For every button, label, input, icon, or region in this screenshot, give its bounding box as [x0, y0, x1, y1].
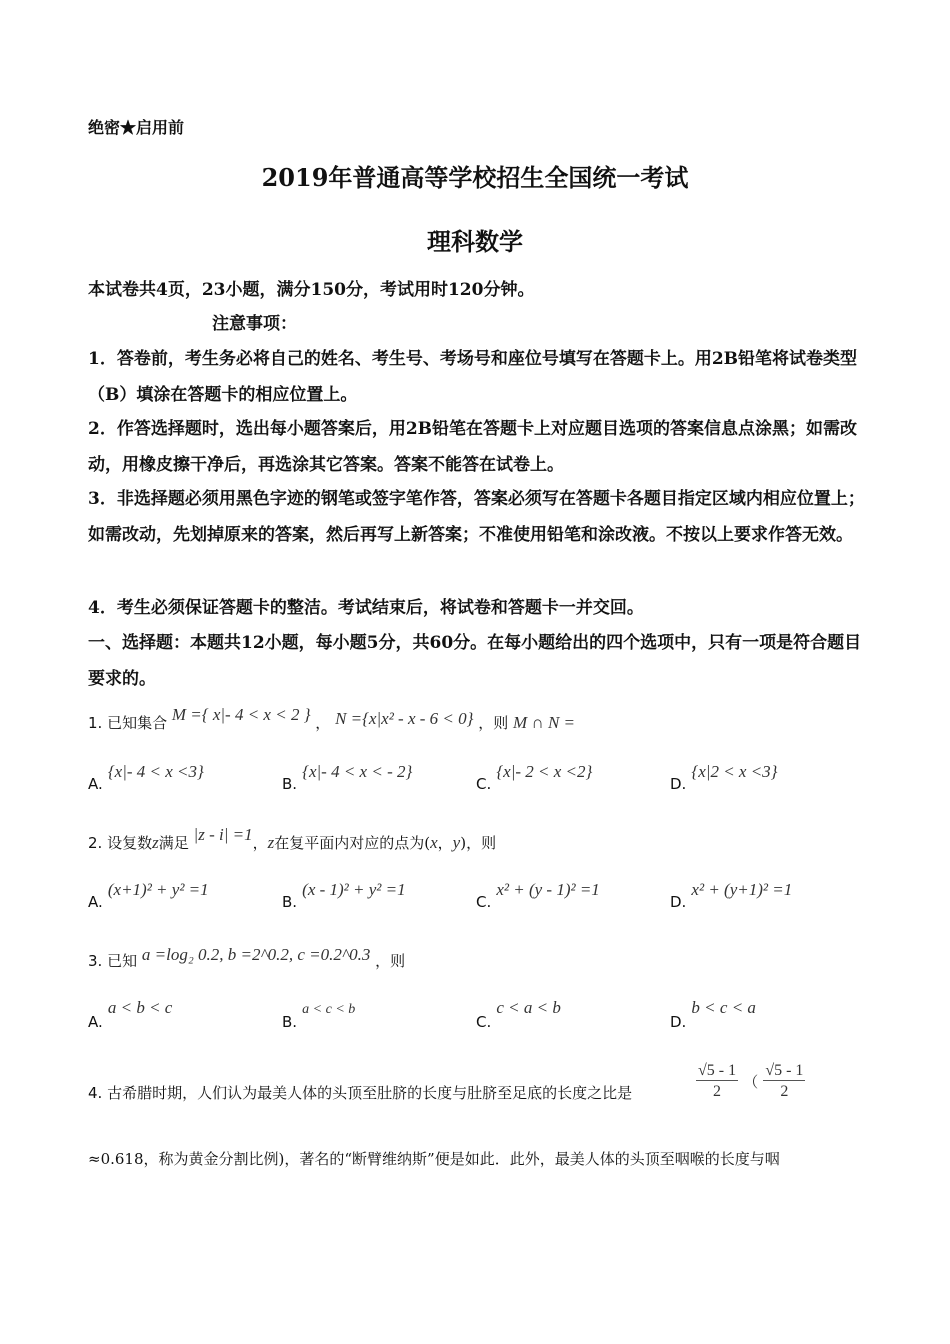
question-text: ，则 [375, 952, 406, 970]
option-c[interactable]: C. c < a < b [476, 998, 561, 1031]
question-text: 古希腊时期，人们认为最美人体的头顶至肚脐的长度与肚脐至足底的长度之比是 [107, 1084, 633, 1102]
option-b[interactable]: B. a < c < b [282, 1002, 356, 1031]
fraction-denominator: 2 [780, 1083, 789, 1100]
fraction-numerator: √5 - 1 [698, 1062, 737, 1079]
math-expression: M ∩ N = [513, 713, 576, 732]
notice-title: 注意事项： [212, 314, 297, 334]
option-a[interactable]: A. a < b < c [88, 998, 173, 1031]
question-text: ， [437, 834, 453, 852]
secret-label: 绝密★启用前 [88, 118, 185, 137]
math-expression: |z - i| =1 [193, 825, 253, 844]
option-math: c < a < b [496, 998, 561, 1017]
option-d[interactable]: D. b < c < a [670, 998, 756, 1031]
option-math: b < c < a [691, 998, 756, 1017]
math-variable: y [452, 833, 461, 852]
math-variable: x [430, 833, 438, 852]
notice-item: 3．非选择题必须用黑色字迹的钢笔或签字笔作答，答案必须写在答题卡各题目指定区域内相应位置上；如需改动，先划掉原来的答案，然后再写上新答案；不准使用铅笔和涂改液。不按以上要求作答无效。 [88, 489, 865, 545]
question-text: 设复数 [107, 834, 153, 852]
option-c[interactable]: C. x² + (y - 1)² =1 [476, 880, 600, 911]
question-text: （ [743, 1073, 759, 1091]
option-math: a < b < c [107, 998, 173, 1017]
question-text: 在复平面内对应的点为( [274, 834, 431, 852]
option-math: {x|- 2 < x <2} [496, 762, 593, 781]
question-number: 3. [88, 952, 103, 970]
notice-item: 4．考生必须保证答题卡的整洁。考试结束后，将试卷和答题卡一并交回。 [88, 598, 644, 618]
golden-ratio-fraction [696, 1062, 805, 1101]
question-text: 满足 [158, 834, 189, 852]
fraction-numerator: √5 - 1 [765, 1062, 804, 1079]
option-math: {x|2 < x <3} [691, 762, 778, 781]
option-math: {x|- 4 < x < - 2} [302, 762, 413, 781]
section-heading: 一、选择题：本题共12小题，每小题5分，共60分。在每小题给出的四个选项中，只有一项是符合题目要求的。 [88, 633, 862, 689]
exam-title: 2019年普通高等学校招生全国统一考试 [261, 163, 689, 192]
option-math: (x - 1)² + y² =1 [302, 880, 406, 899]
math-expression: M ={ x|- 4 < x < 2 } [171, 705, 311, 724]
option-d[interactable]: D. x² + (y+1)² =1 [670, 880, 793, 911]
question-4-line2: ≈0.618，称为黄金分割比例)，著名的“断臂维纳斯”便是如此．此外，最美人体的头顶至咽喉的长度与咽 [88, 1150, 780, 1168]
option-d[interactable]: D. {x|2 < x <3} [670, 762, 778, 793]
option-math: a < c < b [302, 1002, 356, 1017]
question-number: 2. [88, 834, 103, 852]
question-number: 4. [88, 1084, 103, 1102]
option-a[interactable]: A. (x+1)² + y² =1 [88, 880, 209, 911]
option-math: (x+1)² + y² =1 [107, 880, 209, 899]
exam-subject: 理科数学 [427, 227, 523, 256]
notice-item: 2．作答选择题时，选出每小题答案后，用2B铅笔在答题卡上对应题目选项的答案信息点涂黑；如需改动，用橡皮擦干净后，再选涂其它答案。答案不能答在试卷上。 [88, 419, 858, 475]
question-4 [88, 1082, 632, 1103]
question-1 [88, 705, 576, 733]
math-expression: N ={x|x² - x - 6 < 0} [335, 709, 474, 728]
notice-item: 1．答卷前，考生务必将自己的姓名、考生号、考场号和座位号填写在答题卡上。用2B铅笔将试卷类型（B）填涂在答题卡的相应位置上。 [88, 349, 858, 405]
question-text: ，则 [478, 714, 509, 732]
math-expression: a =log₂ 0.2, b =2^0.2, c =0.2^0.3 [141, 945, 371, 964]
option-math: x² + (y+1)² =1 [691, 880, 793, 899]
option-math: {x|- 4 < x <3} [107, 762, 204, 781]
math-variable: z [152, 833, 159, 852]
question-text: ， [315, 714, 331, 732]
intro-text: 本试卷共4页，23小题，满分150分，考试用时120分钟。 [88, 280, 535, 300]
question-text: ， [252, 834, 268, 852]
question-3 [88, 945, 406, 971]
question-text: 已知集合 [107, 714, 168, 732]
option-math: x² + (y - 1)² =1 [496, 880, 600, 899]
math-variable: z [267, 833, 275, 852]
question-number: 1. [88, 714, 103, 732]
option-a[interactable]: A. {x|- 4 < x <3} [88, 762, 204, 793]
option-c[interactable]: C. {x|- 2 < x <2} [476, 762, 593, 793]
question-text: )，则 [460, 834, 497, 852]
question-text: 已知 [107, 952, 138, 970]
fraction-denominator: 2 [713, 1083, 722, 1100]
question-2 [88, 825, 497, 853]
option-b[interactable]: B. (x - 1)² + y² =1 [282, 880, 406, 911]
option-b[interactable]: B. {x|- 4 < x < - 2} [282, 762, 413, 793]
